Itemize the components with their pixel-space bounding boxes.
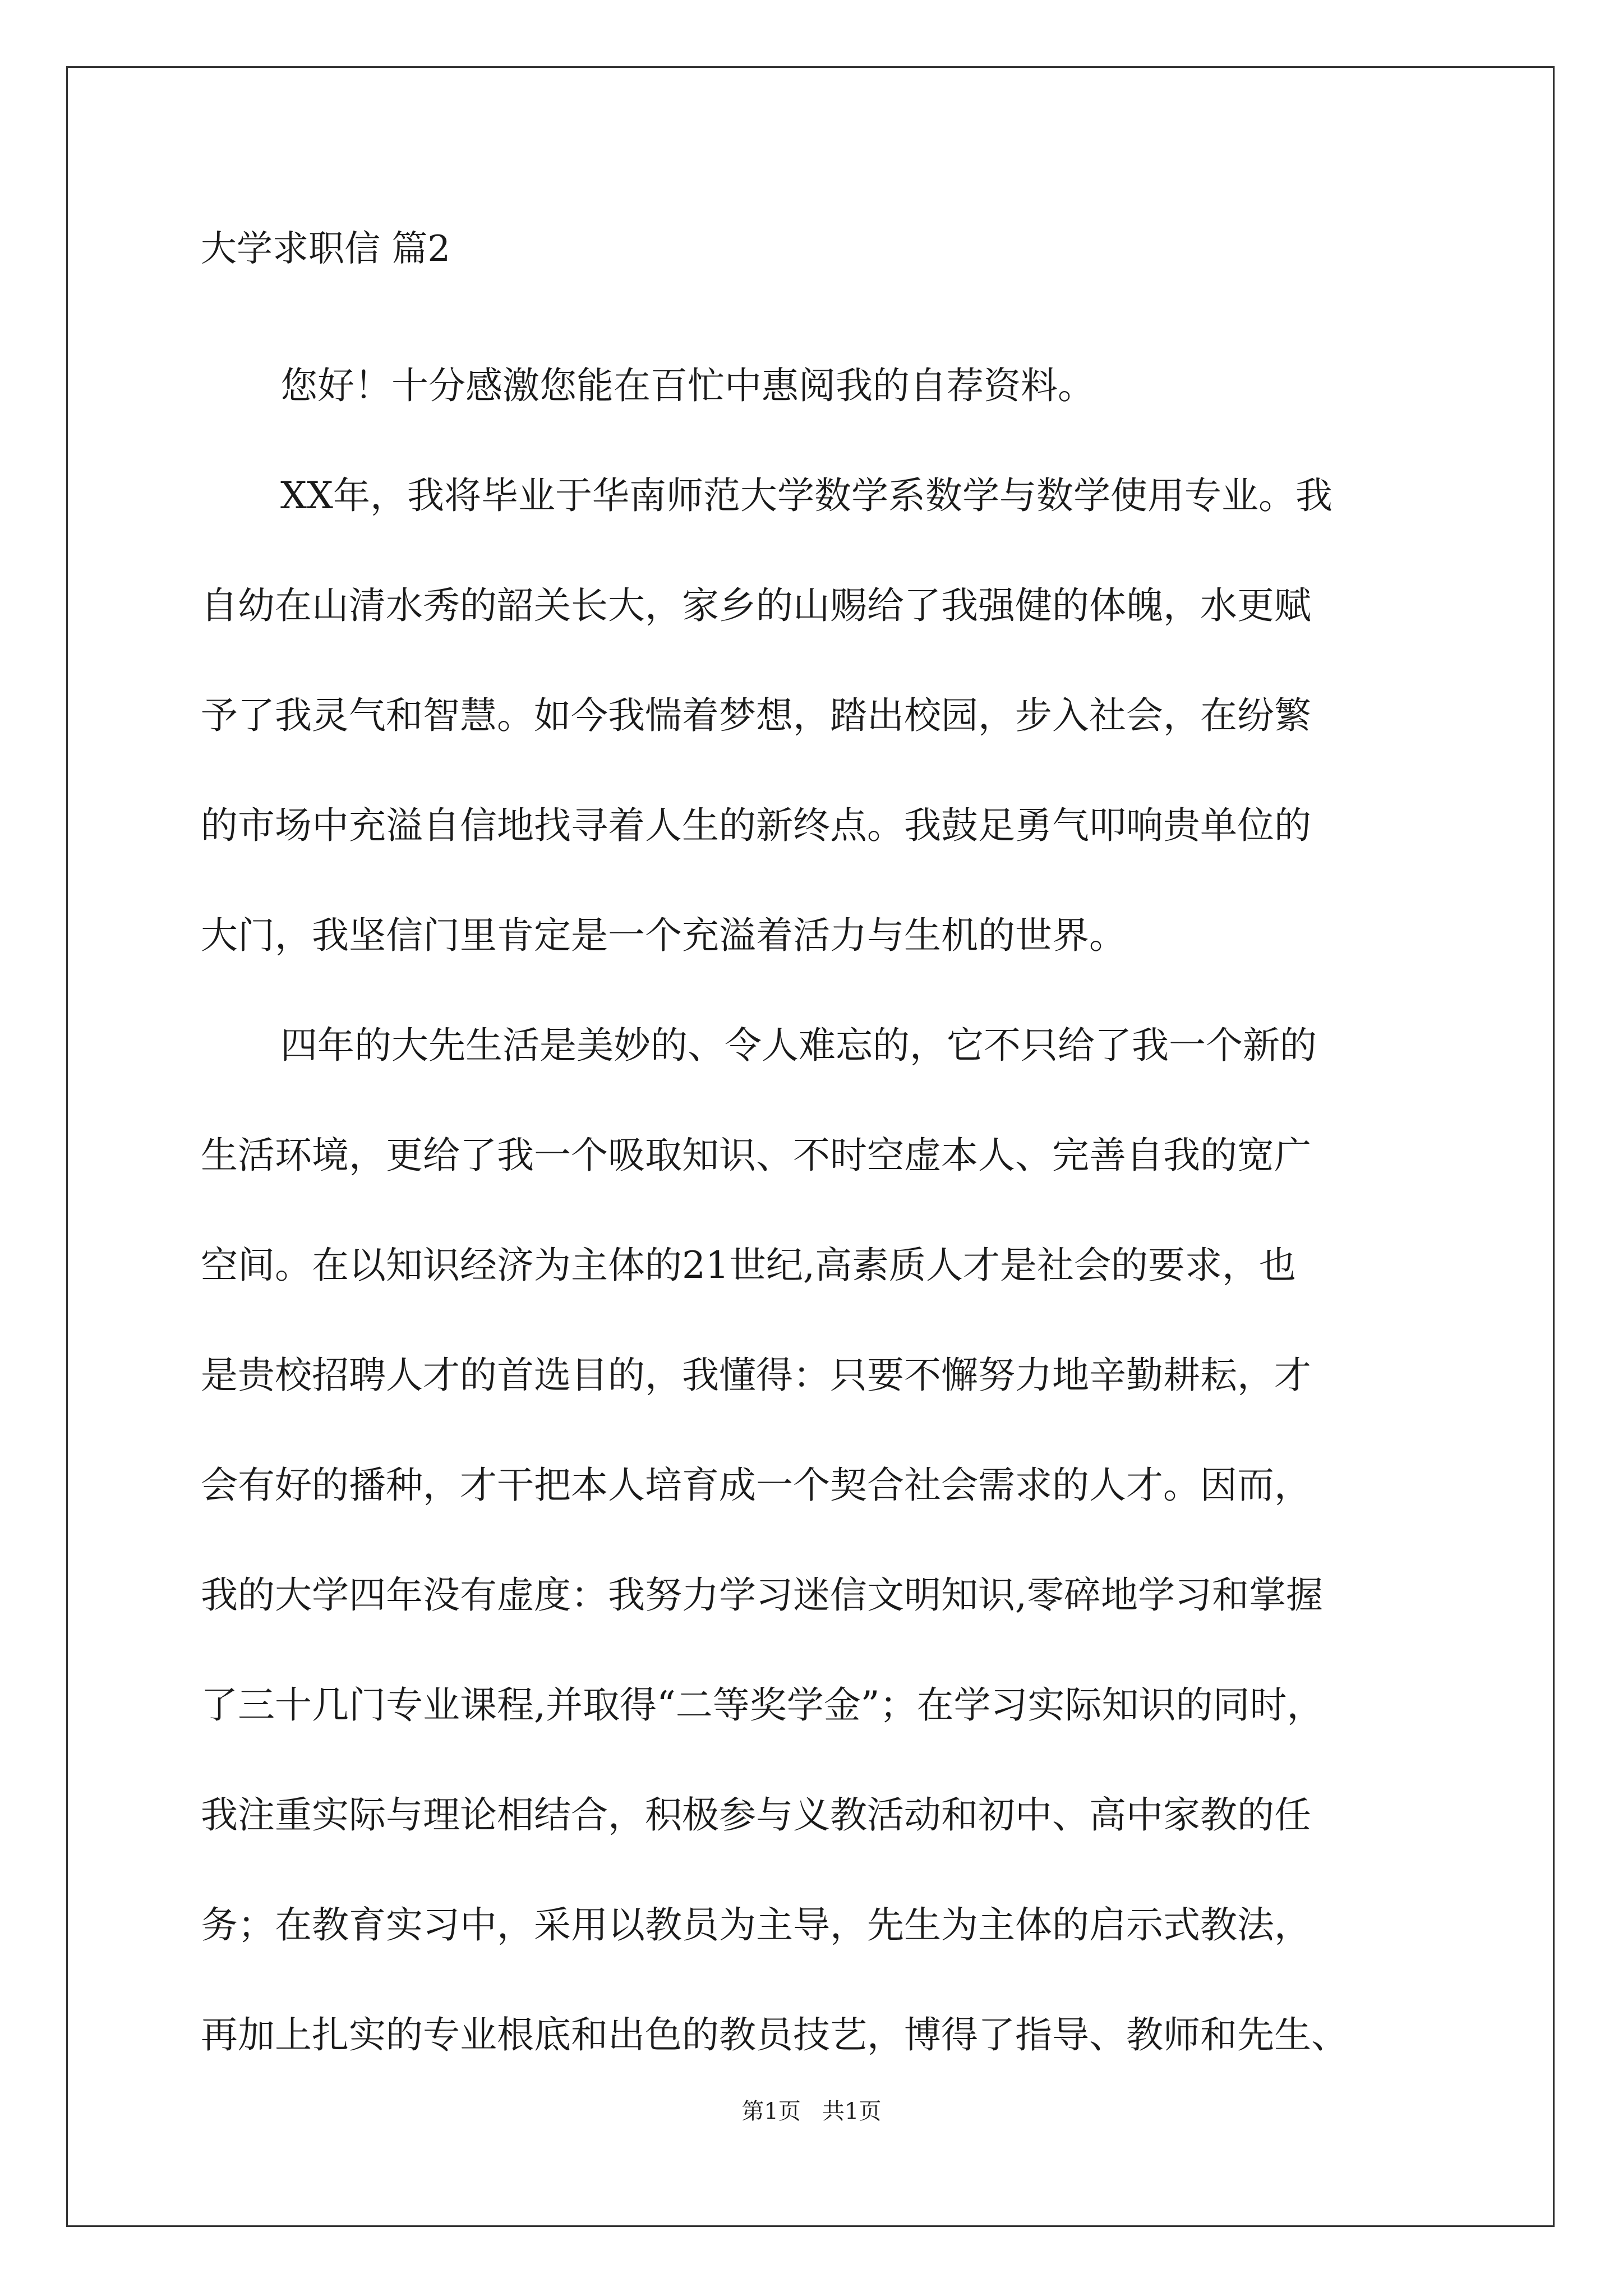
paragraph-line: 予了我灵气和智慧。如今我惴着梦想，踏出校园，步入社会，在纷繁	[201, 694, 1311, 737]
document-title: 大学求职信 篇2	[201, 228, 451, 270]
paragraph-line: 自幼在山清水秀的韶关长大，家乡的山赐给了我强健的体魄，水更赋	[201, 584, 1311, 627]
paragraph-greeting	[201, 331, 1429, 441]
paragraph-line: 会有好的播种，才干把本人培育成一个契合社会需求的人才。因而，	[201, 1464, 1311, 1507]
document-body	[201, 222, 1429, 2090]
paragraph-line: 了三十几门专业课程,并取得“二等奖学金”；在学习实际知识的同时，	[201, 1683, 1324, 1727]
paragraph-line: 的市场中充溢自信地找寻着人生的新终点。我鼓足勇气叩响贵单位的	[201, 804, 1311, 847]
paragraph-line: 再加上扎实的专业根底和出色的教员技艺，博得了指导、教师和先生、	[201, 2013, 1348, 2056]
paragraph-line: XX年，我将毕业于华南师范大学数学系数学与数学使用专业。我	[280, 474, 1332, 517]
paragraph-line: 空间。在以知识经济为主体的21世纪,高素质人才是社会的要求，也	[201, 1244, 1296, 1287]
paragraph-line: 大门，我坚信门里肯定是一个充溢着活力与生机的世界。	[201, 914, 1126, 957]
paragraph-line: 生活环境，更给了我一个吸取知识、不时空虚本人、完善自我的宽广	[201, 1134, 1311, 1177]
paragraph-introduction	[201, 441, 1429, 991]
page-number-footer: 第1页 共1页	[741, 2099, 882, 2124]
paragraph-line: 是贵校招聘人才的首选目的，我懂得：只要不懈努力地辛勤耕耘，才	[201, 1354, 1311, 1397]
paragraph-line: 我注重实际与理论相结合，积极参与义教活动和初中、高中家教的任	[201, 1793, 1311, 1837]
paragraph-line: 四年的大先生活是美妙的、令人难忘的，它不只给了我一个新的	[280, 1024, 1317, 1067]
paragraph-line: 您好！十分感激您能在百忙中惠阅我的自荐资料。	[280, 364, 1095, 407]
paragraph-university-life	[201, 991, 1429, 2090]
paragraph-line: 我的大学四年没有虚度：我努力学习迷信文明知识,零碎地学习和掌握	[201, 1573, 1323, 1617]
paragraph-line: 务；在教育实习中，采用以教员为主导，先生为主体的启示式教法，	[201, 1903, 1311, 1947]
